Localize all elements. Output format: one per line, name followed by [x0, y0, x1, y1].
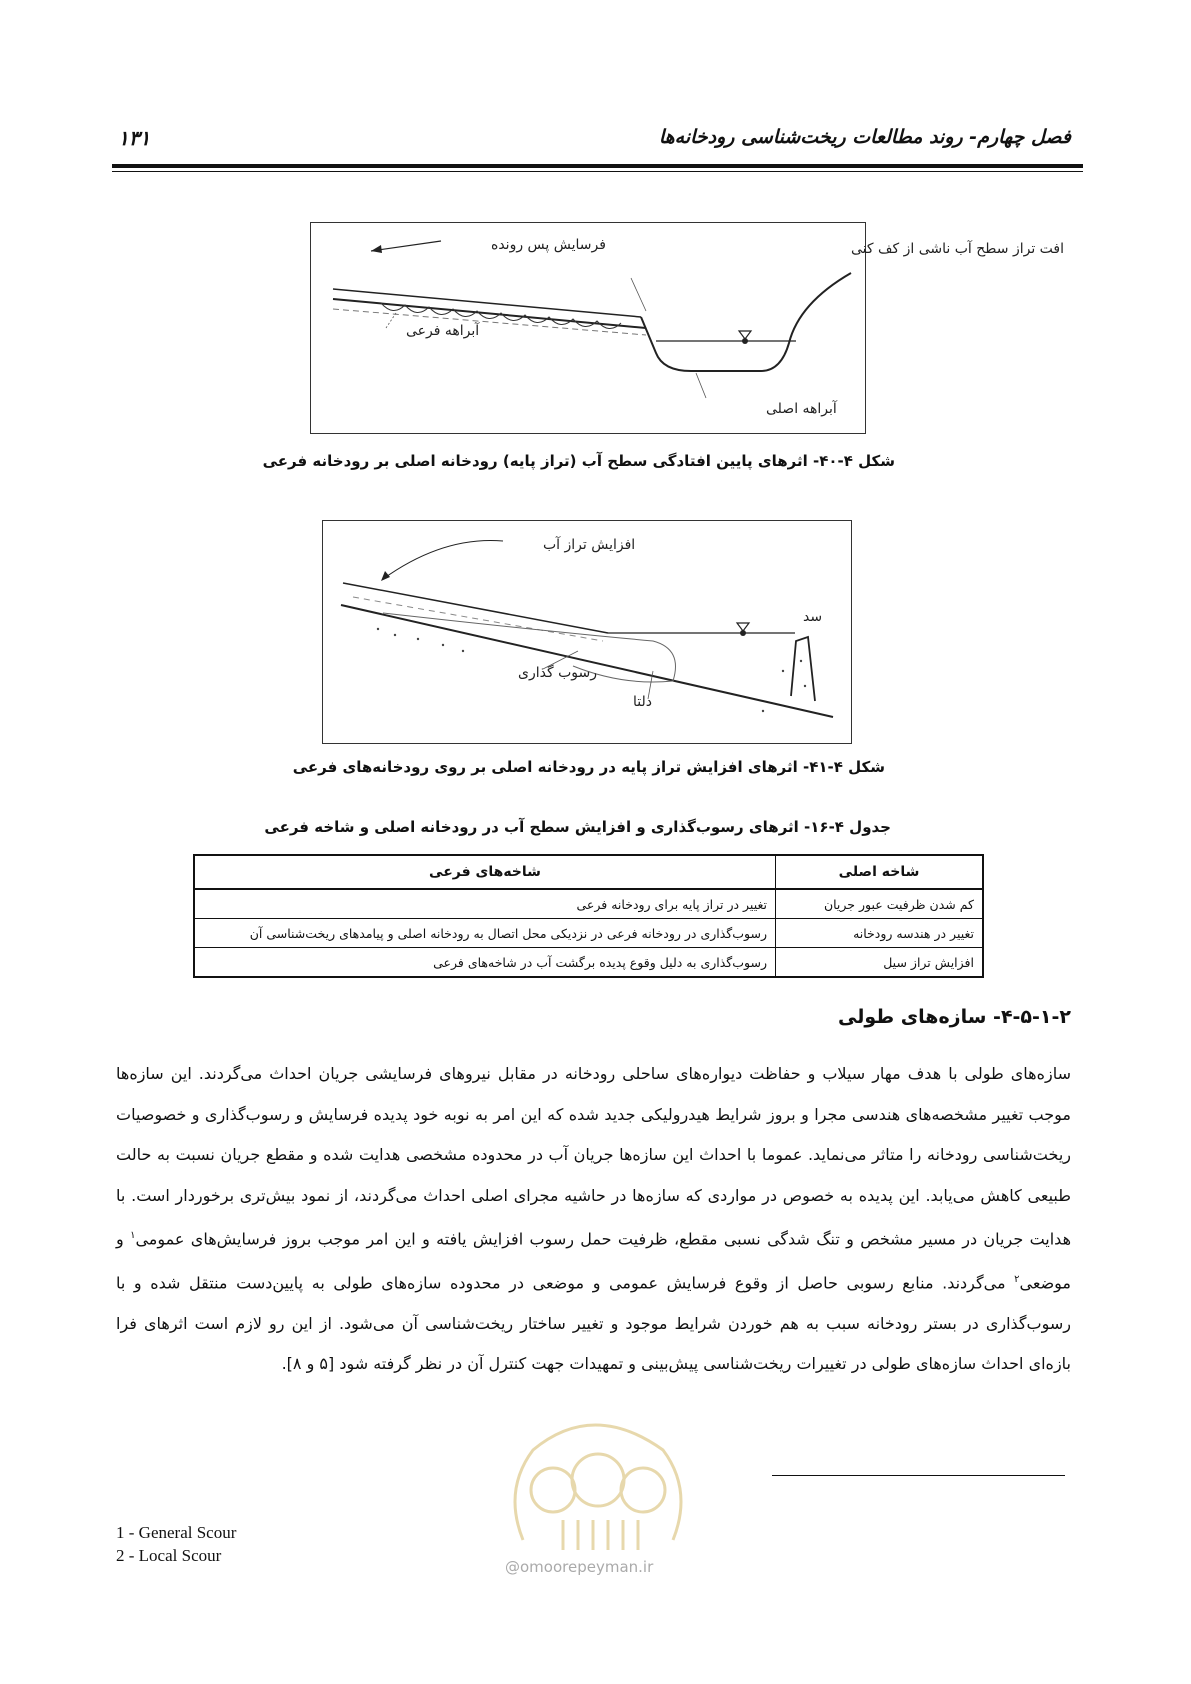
cell-main: تغییر در هندسه رودخانه [776, 919, 984, 948]
label-water-drop: افت تراز سطح آب ناشی از کف کنی [851, 241, 1065, 257]
paragraph-text-2: و موضعی [116, 1229, 1071, 1293]
cell-main: کم شدن ظرفیت عبور جریان [776, 889, 984, 919]
footnote-rule [772, 1475, 1065, 1476]
watermark-seal-icon [493, 1410, 703, 1560]
figure-40-drawing [311, 223, 1065, 433]
footnote-ref-2: ۲ [1014, 1273, 1020, 1285]
header-main-branch: شاخه اصلی [776, 855, 984, 889]
figure-41-drawing [323, 521, 851, 743]
label-retreat-erosion: فرسایش پس رونده [491, 237, 606, 253]
label-main-channel: آبراهه اصلی [766, 401, 837, 417]
cell-main: افزایش تراز سیل [776, 948, 984, 978]
header-rule-thin [112, 171, 1083, 172]
cell-sub: رسوب‌گذاری در رودخانه فرعی در نزدیکی محل اتصال به رودخانه اصلی و پیامدهای ریخت‌شناسی آن [194, 919, 776, 948]
cell-sub: تغییر در تراز پایه برای رودخانه فرعی [194, 889, 776, 919]
header-rule-thick [112, 164, 1083, 168]
figure-41-caption: شکل ۴-۴۱- اثرهای افزایش تراز پایه در رودخانه اصلی بر روی رودخانه‌های فرعی [292, 758, 885, 776]
header-sub-branches: شاخه‌های فرعی [194, 855, 776, 889]
label-tributary: آبراهه فرعی [406, 323, 480, 339]
footnote-2: 2 - Local Scour [116, 1546, 222, 1565]
table-row [194, 919, 983, 948]
label-water-rise: افزایش تراز آب [543, 537, 636, 553]
figure-40-caption: شکل ۴-۴۰- اثرهای پایین افتادگی سطح آب (تراز پایه) رودخانه اصلی بر رودخانه فرعی [262, 452, 895, 470]
paragraph-text-1: سازه‌های طولی با هدف مهار سیلاب و حفاظت دیواره‌های ساحلی رودخانه در مقابل نیروهای فرسایشی جریان احداث می‌گردند. این سازه‌ها موجب تغییر مشخصه‌های هندسی مجرا و بروز شرایط هیدرولیکی جدید شده که این امر به نوبه خود پدیده فرسایش و رسوب‌گذاری و خصوصیات ریخت‌شناسی رودخانه را متاثر می‌نماید. عموما با احداث این سازه‌ها جریان آب در محدوده مشخصی هدایت شده و مقطع جریان نسبت به حالت طبیعی کاهش می‌یابد. این پدیده به خصوص در مواردی که سازه‌ها در حاشیه مجرای اصلی احداث می‌گردند، از نمود بیش‌تری برخوردار است. با هدایت جریان در مسیر مشخص و تنگ شدگی نسبی مقطع، ظرفیت حمل رسوب افزایش یافته و این امر موجب بروز فرسایش‌های عمومی [116, 1064, 1072, 1249]
label-sedimentation: رسوب گذاری [518, 665, 597, 681]
effects-table [193, 854, 984, 978]
footnotes [116, 1521, 236, 1567]
label-dam: سد [803, 609, 823, 625]
footnote-ref-1: ۱ [130, 1230, 136, 1241]
page-number: ۱۳۱ [118, 126, 151, 150]
watermark-site: @omoorepeyman.ir [505, 1558, 654, 1576]
footnote-1: 1 - General Scour [116, 1523, 237, 1542]
section-paragraph [116, 1054, 1071, 1385]
table-row [194, 889, 983, 919]
paragraph-text-3: می‌گردند. منابع رسوبی حاصل از وقوع فرسایش عمومی و موضعی در محدوده سازه‌های طولی به پایین‌دست منتقل شده و با رسوب‌گذاری در بستر رودخانه سبب به هم خوردن شرایط موجود و تغییر ساختار ریخت‌شناسی آن می‌شود. از این رو لازم است اثرهای فرا بازه‌ای احداث سازه‌های طولی در تغییرات ریخت‌شناسی پیش‌بینی و تمهیدات جهت کنترل آن در نظر گرفته شود [۵ و ۸]. [116, 1273, 1071, 1374]
chapter-title: فصل چهارم- روند مطالعات ریخت‌شناسی رودخانه‌ها [658, 126, 1071, 148]
table-header-row [194, 855, 983, 889]
table-row [194, 948, 983, 978]
figure-41 [322, 520, 852, 744]
table-caption: جدول ۴-۱۶- اثرهای رسوب‌گذاری و افزایش سطح آب در رودخانه اصلی و شاخه فرعی [264, 818, 891, 836]
section-heading: ۴-۵-۱-۲- سازه‌های طولی [837, 1006, 1071, 1028]
cell-sub: رسوب‌گذاری به دلیل وقوع پدیده برگشت آب در شاخه‌های فرعی [433, 954, 767, 970]
figure-40 [310, 222, 1065, 434]
label-delta: دلتا [633, 694, 652, 710]
